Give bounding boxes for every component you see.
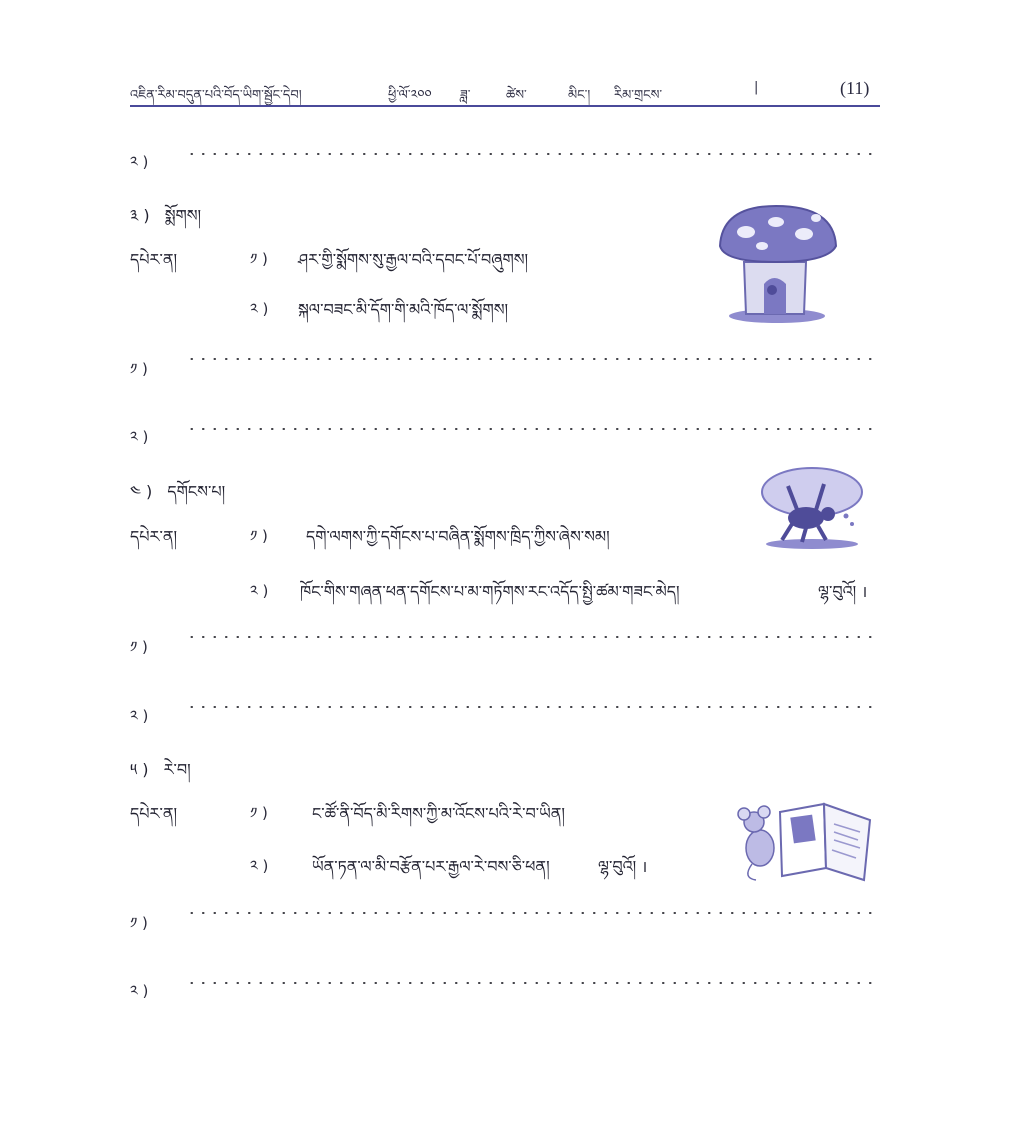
header-month: ཟླ་ — [460, 88, 471, 103]
header-title: འཇིན་རིམ་བདུན་པའི་བོད་ཡིག་སྦྱོང་དེབ། — [130, 88, 302, 103]
item-number: ༡ ) — [250, 527, 268, 545]
answer-line[interactable] — [186, 706, 880, 708]
answer-line[interactable] — [186, 912, 880, 914]
item-number: ༢ ) — [130, 707, 149, 725]
page-header — [130, 78, 880, 108]
section-word: སྨོགས། — [164, 206, 202, 225]
answer-line[interactable] — [186, 982, 880, 984]
item-number: ༢ ) — [130, 428, 149, 446]
section-heading-3 — [130, 198, 201, 243]
example-label: དཔེར་ན། — [130, 804, 178, 823]
item-number: ༣ ) — [130, 206, 150, 225]
section-heading-4 — [130, 474, 225, 519]
example-sentence: སྐལ་བཟང་མི་དོག་གི་མའི་ཁོད་ལ་སྨོགས། — [298, 300, 509, 319]
example-tail: ལྷ་བུའོ། । — [818, 582, 868, 601]
header-name: མིང་། — [568, 88, 591, 103]
item-number: ༢ ) — [250, 300, 269, 318]
example-tail: ལྷ་བུའོ། । — [598, 857, 648, 876]
section-word: རེ་བ། — [163, 760, 191, 779]
header-day: ཚེས་ — [506, 88, 527, 103]
item-number: ༥ ) — [130, 760, 149, 779]
answer-line[interactable] — [186, 428, 880, 430]
answer-line[interactable] — [186, 636, 880, 638]
item-number: ༡ ) — [130, 914, 148, 932]
item-number: ༡ ) — [130, 360, 148, 378]
answer-line[interactable] — [186, 153, 880, 155]
mushroom-house-illustration — [716, 202, 838, 326]
example-sentence: དགེ་ལགས་ཀྱི་དགོངས་པ་བཞིན་སྨོགས་ཁྲིད་ཀྱིས་ཞེས་སམ། — [306, 527, 610, 546]
mouse-reading-book-illustration — [734, 798, 874, 882]
item-number: ༡ ) — [250, 250, 268, 268]
item-number: ༢ ) — [250, 582, 269, 600]
answer-line[interactable] — [186, 358, 880, 360]
item-number: ༢ ) — [130, 982, 149, 1000]
example-label: དཔེར་ན། — [130, 250, 178, 269]
item-number: ༢ ) — [130, 153, 149, 171]
header-date: ཕྱི་ལོ་༢༠༠ — [388, 88, 432, 103]
item-number: ༢ ) — [250, 857, 269, 875]
header-separator: | — [754, 80, 759, 95]
ant-lifting-illustration — [760, 464, 864, 550]
header-rule — [130, 105, 880, 107]
section-heading-5 — [130, 752, 191, 797]
example-sentence: ཤར་གྱི་སྨོགས་སུ་རྒྱལ་བའི་དབང་པོ་བཞུགས། — [298, 250, 529, 269]
example-label: དཔེར་ན། — [130, 527, 178, 546]
item-number: ༡ ) — [130, 638, 148, 656]
section-word: དགོངས་པ། — [167, 482, 226, 501]
example-sentence: ཁོང་གིས་གཞན་ཕན་དགོངས་པ་མ་གཏོགས་རང་འདོད་སྤྱི་ཚམ་གཟང་མེད། — [300, 582, 680, 601]
item-number: ༤ ) — [130, 482, 153, 501]
example-sentence: ཡོན་ཏན་ལ་མི་བརྩོན་པར་རྒྱལ་རེ་བས་ཅི་ཕན། — [312, 857, 550, 876]
page-number: (11) — [840, 78, 870, 98]
example-sentence: ང་ཚོ་ནི་བོད་མི་རིགས་ཀྱི་མ་འོངས་པའི་རེ་བ་ཡིན། — [312, 804, 565, 823]
header-grade: རིམ་གྲངས་ — [614, 88, 663, 103]
item-number: ༡ ) — [250, 804, 268, 822]
